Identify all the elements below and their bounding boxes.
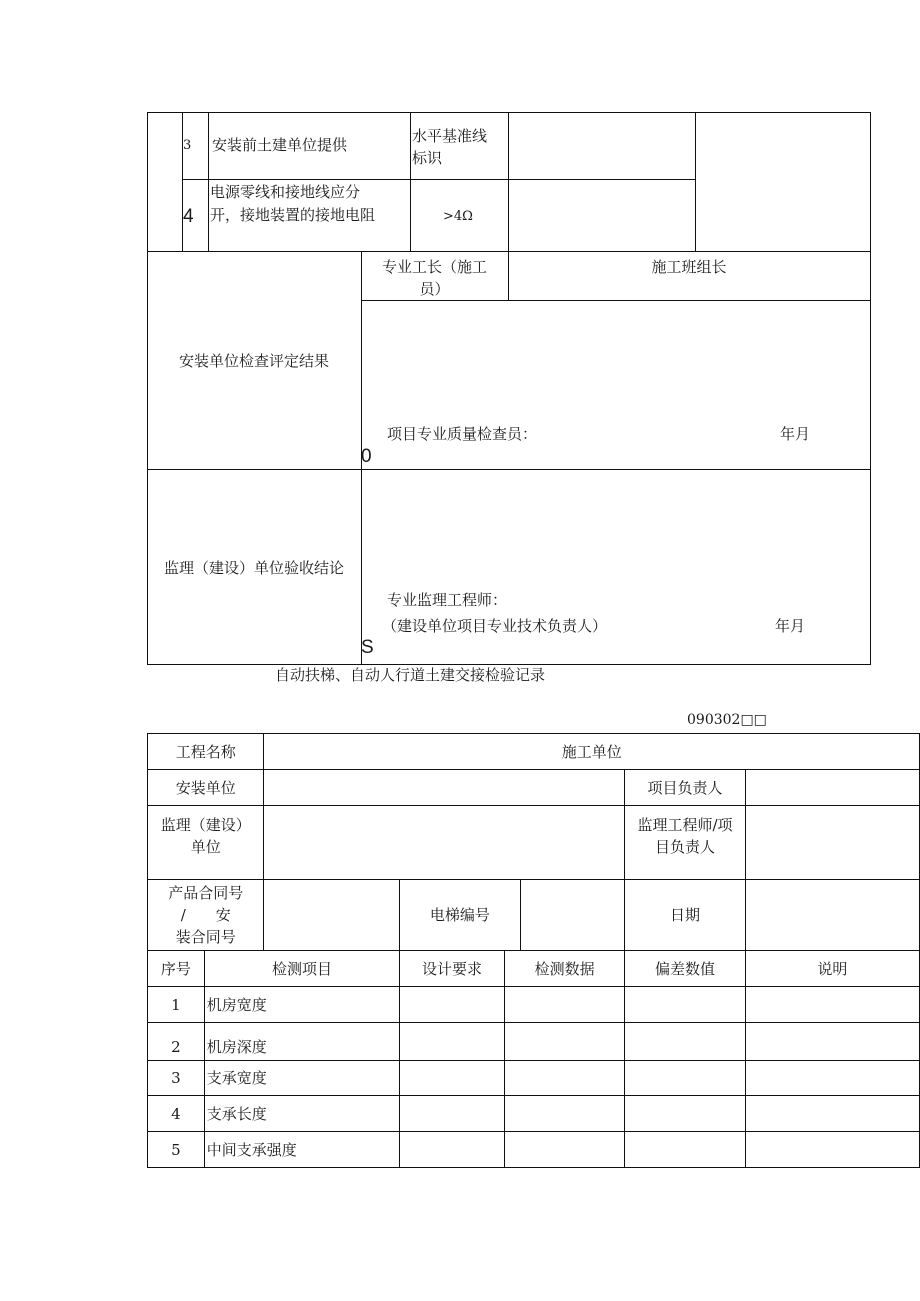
row-number: 2 bbox=[148, 1023, 205, 1061]
row-3-requirement-line1: 水平基准线 bbox=[412, 127, 488, 145]
owner-technical-lead-label: （建设单位项目专业技术负责人） bbox=[382, 617, 608, 635]
foreman-label-line1: 专业工长（施工 bbox=[381, 258, 487, 276]
supervisor-label bbox=[625, 806, 745, 880]
table-row bbox=[148, 1132, 920, 1168]
notes-value[interactable] bbox=[745, 1096, 919, 1132]
design-value[interactable] bbox=[400, 1132, 505, 1168]
row-number: 4 bbox=[148, 1096, 205, 1132]
table-row bbox=[148, 1023, 920, 1061]
measured-value[interactable] bbox=[504, 987, 624, 1023]
row-item: 机房宽度 bbox=[204, 987, 399, 1023]
install-date-label: 年月 bbox=[780, 425, 811, 443]
elevator-number-label: 电梯编号 bbox=[400, 880, 521, 951]
supervision-unit-value[interactable] bbox=[264, 806, 625, 880]
col-header-notes: 说明 bbox=[745, 951, 919, 987]
row-item: 中间支承强度 bbox=[204, 1132, 399, 1168]
measured-value[interactable] bbox=[504, 1023, 624, 1061]
contract-number-label bbox=[148, 880, 264, 951]
row-4-number: 4 bbox=[183, 206, 194, 227]
col-header-measured: 检测数据 bbox=[504, 951, 624, 987]
project-manager-value[interactable] bbox=[745, 770, 919, 806]
col-header-no: 序号 bbox=[148, 951, 205, 987]
form-code: 090302□□ bbox=[687, 712, 767, 728]
supervisor-label-line1: 监理工程师/项 bbox=[637, 815, 733, 834]
row-item: 支承长度 bbox=[204, 1096, 399, 1132]
contract-label-line1: 产品合同号 bbox=[168, 884, 244, 902]
deviation-value[interactable] bbox=[625, 1023, 745, 1061]
design-value[interactable] bbox=[400, 1061, 505, 1096]
deviation-value[interactable] bbox=[625, 1096, 745, 1132]
measured-value[interactable] bbox=[504, 1096, 624, 1132]
elevator-number-value[interactable] bbox=[520, 880, 625, 951]
row-number: 3 bbox=[148, 1061, 205, 1096]
notes-value[interactable] bbox=[745, 987, 919, 1023]
project-name-label: 工程名称 bbox=[148, 734, 264, 770]
col-header-item: 检测项目 bbox=[204, 951, 399, 987]
construction-unit-label: 施工单位 bbox=[264, 734, 920, 770]
form-title: 自动扶梯、自动人行道土建交接检验记录 bbox=[275, 666, 546, 684]
table-row bbox=[148, 987, 920, 1023]
supervision-stray-mark: S bbox=[361, 637, 374, 658]
deviation-value[interactable] bbox=[625, 1132, 745, 1168]
supervision-unit-label-line2: 单位 bbox=[190, 837, 221, 856]
deviation-value[interactable] bbox=[625, 987, 745, 1023]
supervision-conclusion-label: 监理（建设）单位验收结论 bbox=[163, 559, 344, 577]
supervision-unit-label-line1: 监理（建设） bbox=[160, 815, 251, 834]
inspection-record-table bbox=[147, 733, 920, 1168]
supervision-date-label: 年月 bbox=[775, 617, 806, 635]
deviation-value[interactable] bbox=[625, 1061, 745, 1096]
date-value[interactable] bbox=[745, 880, 919, 951]
measured-value[interactable] bbox=[504, 1132, 624, 1168]
supervisor-label-line2: 目负责人 bbox=[655, 837, 716, 856]
install-unit-label: 安装单位 bbox=[148, 770, 264, 806]
install-stray-mark: 0 bbox=[361, 446, 372, 467]
design-value[interactable] bbox=[400, 1096, 505, 1132]
row-3-number: 3 bbox=[183, 138, 192, 153]
foreman-label-line2: 员） bbox=[419, 280, 450, 298]
project-manager-label: 项目负责人 bbox=[625, 770, 745, 806]
notes-value[interactable] bbox=[745, 1023, 919, 1061]
design-value[interactable] bbox=[400, 1023, 505, 1061]
row-item: 支承宽度 bbox=[204, 1061, 399, 1096]
row-number: 5 bbox=[148, 1132, 205, 1168]
quality-inspector-label: 项目专业质量检查员： bbox=[387, 425, 538, 443]
install-result-label: 安装单位检查评定结果 bbox=[178, 352, 329, 370]
table-row bbox=[148, 1061, 920, 1096]
supervision-engineer-label: 专业监理工程师： bbox=[387, 591, 508, 609]
col-header-design: 设计要求 bbox=[400, 951, 505, 987]
notes-value[interactable] bbox=[745, 1061, 919, 1096]
row-4-item-line2: 开，接地装置的接地电阻 bbox=[210, 206, 376, 224]
supervision-unit-label bbox=[148, 806, 264, 880]
row-4-requirement: >4Ω bbox=[443, 209, 473, 224]
row-4-item-line1: 电源零线和接地线应分 bbox=[210, 183, 361, 201]
row-number: 1 bbox=[148, 987, 205, 1023]
measured-value[interactable] bbox=[504, 1061, 624, 1096]
design-value[interactable] bbox=[400, 987, 505, 1023]
row-item: 机房深度 bbox=[204, 1023, 399, 1061]
contract-label-line3: 装合同号 bbox=[175, 928, 236, 946]
notes-value[interactable] bbox=[745, 1132, 919, 1168]
supervisor-value[interactable] bbox=[745, 806, 919, 880]
row-3-item: 安装前土建单位提供 bbox=[212, 136, 348, 154]
date-label: 日期 bbox=[625, 880, 745, 951]
contract-label-line2: / 安 bbox=[180, 906, 231, 924]
row-3-requirement-line2: 标识 bbox=[412, 149, 443, 167]
col-header-deviation: 偏差数值 bbox=[625, 951, 745, 987]
table-row bbox=[148, 1096, 920, 1132]
install-unit-value[interactable] bbox=[264, 770, 625, 806]
team-leader-label: 施工班组长 bbox=[651, 258, 727, 276]
contract-number-value[interactable] bbox=[264, 880, 400, 951]
